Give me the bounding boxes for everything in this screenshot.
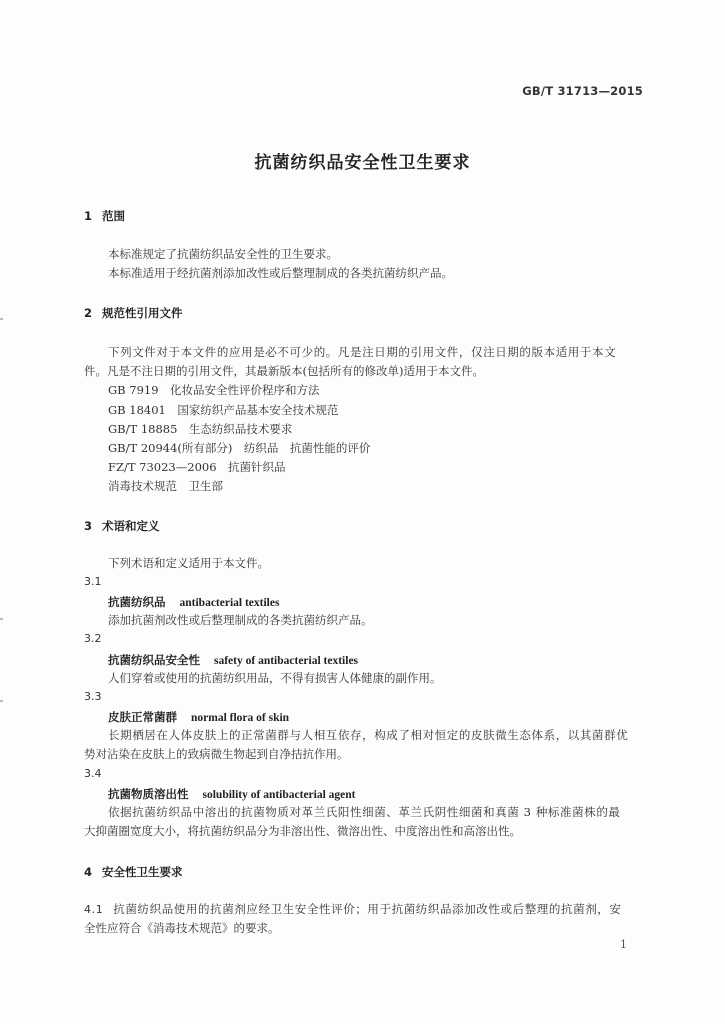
section-title: 规范性引用文件	[102, 306, 183, 320]
section-1-heading	[84, 208, 125, 224]
term-heading	[108, 786, 356, 802]
term-zh: 皮肤正常菌群	[108, 710, 177, 724]
section-3-heading	[84, 518, 160, 534]
term-zh: 抗菌纺织品	[108, 595, 166, 609]
section-number: 3	[84, 519, 93, 533]
term-heading	[108, 594, 279, 610]
document-title: 抗菌纺织品安全性卫生要求	[254, 153, 471, 173]
term-zh: 抗菌物质溶出性	[108, 787, 189, 801]
page-number: 1	[620, 938, 627, 951]
paragraph-line: 下列文件对于本文件的应用是必不可少的。凡是注日期的引用文件，仅注日期的版本适用于本文	[108, 345, 617, 359]
section-number: 4	[84, 865, 93, 879]
margin-mark	[0, 318, 3, 320]
term-definition: 人们穿着或使用的抗菌纺织用品，不得有损害人体健康的副作用。	[108, 671, 442, 685]
term-definition: 势对沾染在皮肤上的致病微生物起到自净拮抗作用。	[84, 747, 349, 761]
term-en: safety of antibacterial textiles	[214, 655, 359, 667]
clause-number: 3.4	[84, 767, 102, 780]
standard-number: GB/T 31713—2015	[522, 84, 643, 98]
reference-item: GB/T 18885 生态纺织品技术要求	[108, 422, 293, 436]
paragraph: 下列术语和定义适用于本文件。	[108, 556, 269, 570]
paragraph-line: 件。凡是不注日期的引用文件，其最新版本(包括所有的修改单)适用于本文件。	[84, 364, 484, 378]
clause-number: 3.3	[84, 690, 102, 703]
clause-number: 4.1	[84, 903, 104, 916]
section-title: 范围	[102, 209, 125, 223]
paragraph: 本标准规定了抗菌纺织品安全性的卫生要求。	[108, 247, 338, 261]
reference-item: GB 7919 化妆品安全性评价程序和方法	[108, 383, 320, 397]
section-4-heading	[84, 864, 183, 880]
section-2-heading	[84, 305, 183, 321]
margin-mark	[0, 618, 3, 620]
section-number: 2	[84, 306, 93, 320]
term-en: solubility of antibacterial agent	[202, 789, 356, 801]
paragraph-line: 抗菌纺织品使用的抗菌剂应经卫生安全性评价；用于抗菌纺织品添加改性或后整理的抗菌剂，安	[113, 902, 622, 916]
paragraph: 本标准适用于经抗菌剂添加改性或后整理制成的各类抗菌纺织产品。	[108, 266, 453, 280]
section-number: 1	[84, 209, 93, 223]
section-title: 术语和定义	[102, 519, 160, 533]
paragraph-line: 全性应符合《消毒技术规范》的要求。	[84, 921, 280, 935]
term-zh: 抗菌纺织品安全性	[108, 653, 200, 667]
reference-item: GB/T 20944(所有部分) 纺织品 抗菌性能的评价	[108, 441, 371, 455]
clause-4-1-line	[84, 902, 622, 917]
reference-item: GB 18401 国家纺织产品基本安全技术规范	[108, 403, 339, 417]
term-en: antibacterial textiles	[179, 597, 280, 609]
term-definition: 依据抗菌纺织品中溶出的抗菌物质对革兰氏阳性细菌、革兰氏阴性细菌和真菌 3 种标准菌株的最	[108, 805, 621, 819]
section-title: 安全性卫生要求	[102, 865, 183, 879]
clause-number: 3.1	[84, 575, 102, 588]
term-definition: 长期栖居在人体皮肤上的正常菌群与人相互依存，构成了相对恒定的皮肤微生态体系，以其菌群优	[108, 728, 629, 742]
term-definition: 添加抗菌剂改性或后整理制成的各类抗菌纺织产品。	[108, 613, 373, 627]
margin-mark	[0, 700, 3, 702]
reference-item: FZ/T 73023—2006 抗菌针织品	[108, 460, 286, 474]
term-heading	[108, 709, 289, 725]
term-en: normal flora of skin	[191, 712, 290, 724]
clause-number: 3.2	[84, 632, 102, 645]
term-definition: 大抑菌圈宽度大小，将抗菌纺织品分为非溶出性、微溶出性、中度溶出性和高溶出性。	[84, 824, 521, 838]
reference-item: 消毒技术规范 卫生部	[108, 479, 223, 493]
term-heading	[108, 652, 358, 668]
